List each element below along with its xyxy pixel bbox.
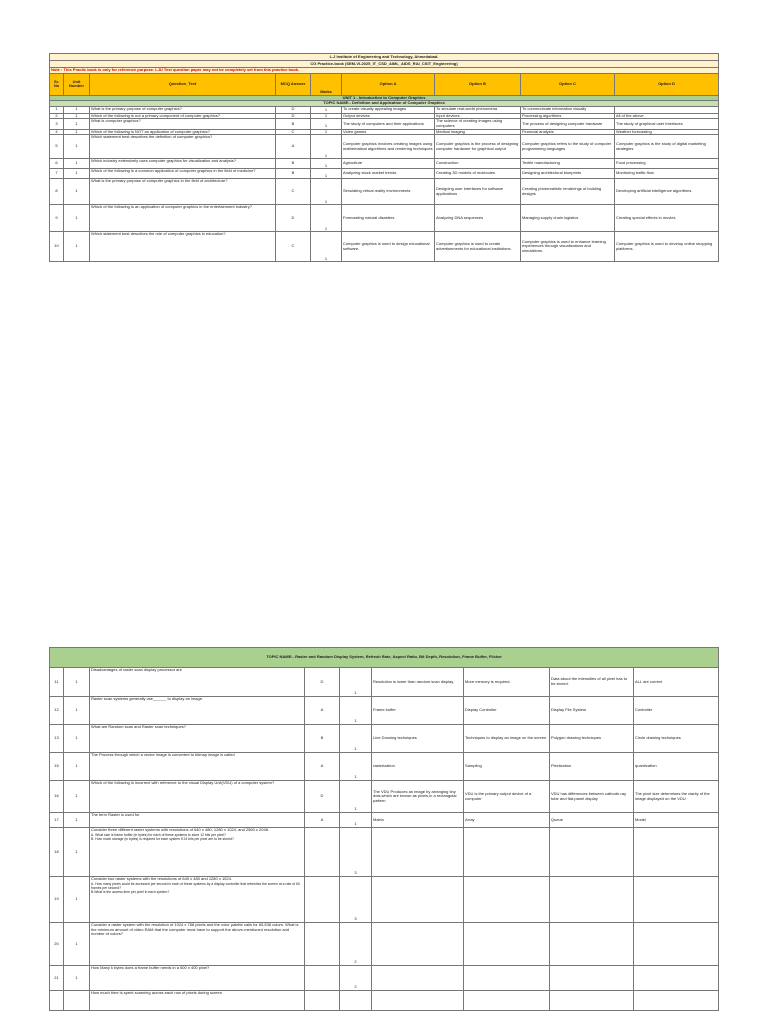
option-d	[634, 991, 719, 1011]
table-row	[50, 781, 719, 813]
question-subpart: A. What size is frame buffer (in bytes) for each of these systems to store 12 bits per pixel?	[91, 832, 226, 837]
option-b: Construction	[435, 159, 521, 169]
option-b: More memory is required.	[464, 668, 550, 697]
option-d: Computer graphics is the study of digital marketing strategies	[615, 135, 719, 159]
table-row	[50, 205, 719, 232]
option-c: Pixelization	[550, 753, 634, 781]
option-a: The study of computers and their applications	[342, 119, 435, 129]
table-row	[50, 753, 719, 781]
option-a	[372, 966, 464, 991]
option-d: Computer graphics is used to develop online shopping platforms.	[615, 232, 719, 262]
question-text: Which of the following is a common application of computer graphics in the field of medicine?	[90, 169, 276, 179]
option-d: ALL are correct	[634, 668, 719, 697]
question-table-topic2	[49, 647, 719, 1011]
mcq-answer: D	[305, 668, 340, 697]
question-text-main: Consider two raster systems with the resolutions of 640 x 480 and 1280 x 1024.	[91, 876, 232, 881]
option-a: Simulating virtual reality environments	[342, 179, 435, 205]
mcq-answer	[305, 966, 340, 991]
option-c: To communicate information visually	[521, 106, 615, 113]
marks-value: 1	[340, 753, 372, 781]
question-text-main: Consider three different raster systems with resolutions of 640 x 480, 1280 x 1024, and 2560 x 2048.	[91, 827, 270, 832]
option-b	[464, 991, 550, 1011]
option-a: rasterization	[372, 753, 464, 781]
option-b: Medical imaging	[435, 129, 521, 135]
unit-number: 1	[64, 877, 90, 923]
marks-value: 1	[311, 232, 342, 262]
unit-number: 1	[64, 753, 90, 781]
option-d	[634, 828, 719, 877]
option-a: Analyzing stock market trends	[342, 169, 435, 179]
sr-number: 17	[50, 813, 64, 828]
sr-number: 12	[50, 697, 64, 725]
question-text: Which statement best describes the definition of computer graphics?	[90, 135, 276, 159]
table-body-2	[50, 668, 719, 1011]
unit-number: 1	[64, 966, 90, 991]
mcq-answer: D	[305, 781, 340, 813]
mcq-answer: C	[276, 232, 311, 262]
mcq-answer: B	[305, 725, 340, 753]
unit-number: 1	[64, 129, 90, 135]
option-d: The pixel size determines the clarity of the image displayed on the VDU	[634, 781, 719, 813]
option-d: Creating special effects in movies	[615, 205, 719, 232]
option-b: VDU is the primary output device of a computer	[464, 781, 550, 813]
col-sr-no: Sr. No	[50, 73, 64, 95]
option-a	[372, 991, 464, 1011]
col-unit-number: Unit Number	[64, 73, 90, 95]
option-c: Queue	[550, 813, 634, 828]
option-d	[634, 966, 719, 991]
marks-value: 1	[311, 113, 342, 119]
question-text: What is the primary purpose of computer graphics in the field of architecture?	[90, 179, 276, 205]
sr-number: 19	[50, 877, 64, 923]
option-b: Computer graphics is used to create advertisements for educational institutions.	[435, 232, 521, 262]
col-option-b: Option B	[435, 73, 521, 95]
sr-number: 21	[50, 966, 64, 991]
marks-value: 3	[340, 877, 372, 923]
option-a	[372, 828, 464, 877]
unit-number: 1	[64, 106, 90, 113]
topic-title-2: TOPIC NAME:- Raster and Random Display System, Refresh Rate, Aspect Ratio, Bit Depth, Resolution, Frame Buffer, Flicker	[50, 648, 719, 668]
table-row	[50, 159, 719, 169]
table-row	[50, 135, 719, 159]
option-c: Designing architectural blueprints	[521, 169, 615, 179]
sr-number: 15	[50, 753, 64, 781]
sr-number: 16	[50, 781, 64, 813]
option-a: Computer graphics involves creating images using mathematical algorithms and rendering techniques	[342, 135, 435, 159]
option-a	[372, 877, 464, 923]
unit-number: 1	[64, 232, 90, 262]
question-text: Which of the following is NOT an application of computer graphics?	[90, 129, 276, 135]
option-c: Display File System	[550, 697, 634, 725]
question-text	[90, 877, 305, 923]
question-text	[90, 828, 305, 877]
sr-number: 11	[50, 668, 64, 697]
question-subpart: A. How many pixels could be accessed per second in each of these systems by a display controller that refreshes the screen at a rate of 60 frames per second?	[91, 881, 300, 890]
table-row	[50, 828, 719, 877]
sr-number: 10	[50, 232, 64, 262]
table-row	[50, 991, 719, 1011]
mcq-answer	[305, 828, 340, 877]
unit-number: 1	[64, 781, 90, 813]
option-d: Monitoring traffic flow	[615, 169, 719, 179]
question-subpart: B. How much storage (in bytes) is required for each system if 24 bits per pixel are to be stored?	[91, 836, 234, 841]
mcq-answer: B	[276, 169, 311, 179]
option-d: The study of graphical user interfaces	[615, 119, 719, 129]
option-c: Financial analysis	[521, 129, 615, 135]
mcq-answer: A	[305, 697, 340, 725]
option-a: The VDU Produces an image by arranging tiny dots,which are known as pixels,in a rectangular pattern	[372, 781, 464, 813]
option-d	[634, 923, 719, 966]
sr-number: 9	[50, 205, 64, 232]
question-text: The term Raster is used for	[90, 813, 305, 828]
table-row	[50, 877, 719, 923]
question-text: What is computer graphics?	[90, 119, 276, 129]
option-a: Matrix	[372, 813, 464, 828]
option-d: quantization	[634, 753, 719, 781]
option-b: To simulate real-world phenomena	[435, 106, 521, 113]
sr-number: 4	[50, 129, 64, 135]
option-c: VDU has differences between cathode-ray tube and flat-panel display	[550, 781, 634, 813]
option-b: Analyzing DNA sequences	[435, 205, 521, 232]
sr-number: 2	[50, 113, 64, 119]
question-text: Consider a raster system with the resolution of 1024 x 768 pixels and the color palette calls for 65,536 colors. What is the minimum amount of video RAM that the computer must have to support the above-mentioned resolution and number of colors?	[90, 923, 305, 966]
option-a: Frame buffer	[372, 697, 464, 725]
table-row	[50, 169, 719, 179]
option-b: Display Controller	[464, 697, 550, 725]
question-text: How Many k bytes does a frame buffer needs in a 600 x 400 pixel?	[90, 966, 305, 991]
col-mcq-answer: MCQ Answer	[276, 73, 311, 95]
mcq-answer: C	[276, 179, 311, 205]
option-c: Polygon drawing techniques	[550, 725, 634, 753]
question-text: What are Random scan and Raster scan techniques?	[90, 725, 305, 753]
marks-value: 1	[311, 179, 342, 205]
mcq-answer: A	[276, 135, 311, 159]
option-b	[464, 923, 550, 966]
option-b: Computer graphics is the process of designing computer hardware for graphical output	[435, 135, 521, 159]
marks-value: 1	[340, 668, 372, 697]
col-option-d: Option D	[615, 73, 719, 95]
option-a: Computer graphics is used to design educational software.	[342, 232, 435, 262]
option-c: The process of designing computer hardware	[521, 119, 615, 129]
marks-value: 1	[311, 205, 342, 232]
book-title: CG Practice-book (SEM-VI-2025_IT_CSD_AIML_AIDS_RAI_CSIT_Engineering)	[50, 61, 719, 68]
option-c: Computer graphics is used to enhance learning experiences through visualizations and simulations.	[521, 232, 615, 262]
table-row	[50, 966, 719, 991]
option-d: Weather forecasting	[615, 129, 719, 135]
marks-value: 1	[311, 159, 342, 169]
sr-number: 5	[50, 135, 64, 159]
table-row	[50, 923, 719, 966]
option-d	[615, 106, 719, 113]
question-text: Which of the following is not a primary component of computer graphics?	[90, 113, 276, 119]
question-text: Raster scan systems generally use______ to display an image.	[90, 697, 305, 725]
question-text: Which statement best describes the role of computer graphics in education?	[90, 232, 276, 262]
question-table-unit1	[49, 53, 719, 262]
unit-number: 1	[64, 169, 90, 179]
table-row	[50, 668, 719, 697]
table-row	[50, 697, 719, 725]
option-b: Sampling	[464, 753, 550, 781]
mcq-answer: A	[305, 753, 340, 781]
option-d: Model	[634, 813, 719, 828]
mcq-answer	[305, 923, 340, 966]
col-option-c: Option C	[521, 73, 615, 95]
option-c	[550, 991, 634, 1011]
unit-number: 1	[64, 668, 90, 697]
sr-number	[50, 991, 64, 1011]
question-text: What is the primary purpose of computer graphics?	[90, 106, 276, 113]
option-c: Managing supply chain logistics	[521, 205, 615, 232]
mcq-answer: B	[276, 159, 311, 169]
sr-number: 18	[50, 828, 64, 877]
unit-title: UNIT 1 - Introduction to Computer Graphics	[50, 95, 719, 101]
sr-number: 13	[50, 725, 64, 753]
option-b	[464, 828, 550, 877]
unit-number: 1	[64, 159, 90, 169]
question-text: The Process through which a vector image is converted to bitmap image is called	[90, 753, 305, 781]
option-a: Output devices	[342, 113, 435, 119]
marks-value: 1	[340, 725, 372, 753]
table-row	[50, 106, 719, 113]
marks-value: 1	[311, 119, 342, 129]
unit-number: 1	[64, 119, 90, 129]
question-text: Which industry extensively uses computer graphics for visualization and analysis?	[90, 159, 276, 169]
mcq-answer: D	[276, 106, 311, 113]
option-c: Textile manufacturing	[521, 159, 615, 169]
sr-number: 7	[50, 169, 64, 179]
marks-value: 1	[311, 135, 342, 159]
mcq-answer	[305, 991, 340, 1011]
unit-number: 1	[64, 725, 90, 753]
option-b: Designing user interfaces for software applications	[435, 179, 521, 205]
option-b: Input devices	[435, 113, 521, 119]
unit-number: 1	[64, 135, 90, 159]
option-d: Circle drawing techniques	[634, 725, 719, 753]
table-row	[50, 725, 719, 753]
mcq-answer	[305, 877, 340, 923]
sr-number: 20	[50, 923, 64, 966]
marks-value: 1	[340, 697, 372, 725]
institute-name: L.J Institute of Engineering and Technology, Ahmedabad.	[50, 54, 719, 61]
sr-number: 6	[50, 159, 64, 169]
unit-number: 1	[64, 813, 90, 828]
marks-value: 1	[340, 813, 372, 828]
mcq-answer: C	[276, 129, 311, 135]
option-a: Agriculture	[342, 159, 435, 169]
sr-number: 3	[50, 119, 64, 129]
option-b: Creating 3D models of molecules	[435, 169, 521, 179]
unit-number: 1	[64, 828, 90, 877]
marks-value: 1	[311, 106, 342, 113]
table-row	[50, 813, 719, 828]
option-a: Forecasting natural disasters	[342, 205, 435, 232]
table-body-1	[50, 106, 719, 261]
option-d	[634, 877, 719, 923]
table-row	[50, 179, 719, 205]
col-option-a: Option A	[342, 73, 435, 95]
mcq-answer: D	[276, 205, 311, 232]
option-d: Developing artificial intelligence algorithms	[615, 179, 719, 205]
marks-value: 1	[311, 169, 342, 179]
marks-value: 3	[340, 828, 372, 877]
unit-number: 1	[64, 205, 90, 232]
table-row	[50, 119, 719, 129]
option-a	[372, 923, 464, 966]
marks-value: 1	[340, 781, 372, 813]
option-b: The science of creating images using computers	[435, 119, 521, 129]
unit-number: 1	[64, 923, 90, 966]
marks-value	[340, 991, 372, 1011]
option-c: Processing algorithms	[521, 113, 615, 119]
option-c: Computer graphics refers to the study of computer programming languages	[521, 135, 615, 159]
sr-number: 8	[50, 179, 64, 205]
mcq-answer: B	[276, 119, 311, 129]
option-a: Video games	[342, 129, 435, 135]
option-a: Line Drowing techniques	[372, 725, 464, 753]
unit-number: 1	[64, 697, 90, 725]
marks-value: 1	[311, 129, 342, 135]
option-a: To create visually appealing images	[342, 106, 435, 113]
option-c: Creating photorealistic renderings of building designs	[521, 179, 615, 205]
option-b: Techniques to display an image on the screen	[464, 725, 550, 753]
question-text: Which of the following is incorrect with reference to the visual Display Unit(VDU) of a computer system?	[90, 781, 305, 813]
sr-number: 1	[50, 106, 64, 113]
question-subpart: B.What is the access time per pixel in each system?	[91, 889, 170, 894]
question-text: Which of the following is an application of computer graphics in the entertainment industry?	[90, 205, 276, 232]
option-c	[550, 966, 634, 991]
option-c: Data about the intensities of all pixel has to be stored.	[550, 668, 634, 697]
option-b	[464, 877, 550, 923]
option-d: Food processing	[615, 159, 719, 169]
unit-number: 1	[64, 113, 90, 119]
option-c	[550, 877, 634, 923]
option-c	[550, 828, 634, 877]
topic-title-1: TOPIC NAME:- Definition and Application of Computer Graphics	[50, 101, 719, 107]
option-b	[464, 966, 550, 991]
option-d: Controller	[634, 697, 719, 725]
marks-value: 2	[340, 923, 372, 966]
question-text: Disadvantages of raster scan display processor are	[90, 668, 305, 697]
col-marks: Marks	[311, 73, 342, 95]
unit-number	[64, 991, 90, 1011]
question-text: How much time is spent scanning across each row of pixels during screen	[90, 991, 305, 1011]
table-row	[50, 232, 719, 262]
option-b: Array	[464, 813, 550, 828]
option-c	[550, 923, 634, 966]
col-question-text: Question_Text	[90, 73, 276, 95]
option-d: All of the above	[615, 113, 719, 119]
unit-number: 1	[64, 179, 90, 205]
mcq-answer: A	[305, 813, 340, 828]
marks-value: 2	[340, 966, 372, 991]
mcq-answer: D	[276, 113, 311, 119]
option-a: Resolution is lower than random scan display.	[372, 668, 464, 697]
note-text: Note : This Practic book is only for reference purpose. LJU Test question paper may not be completely set from this practice book.	[50, 68, 719, 74]
